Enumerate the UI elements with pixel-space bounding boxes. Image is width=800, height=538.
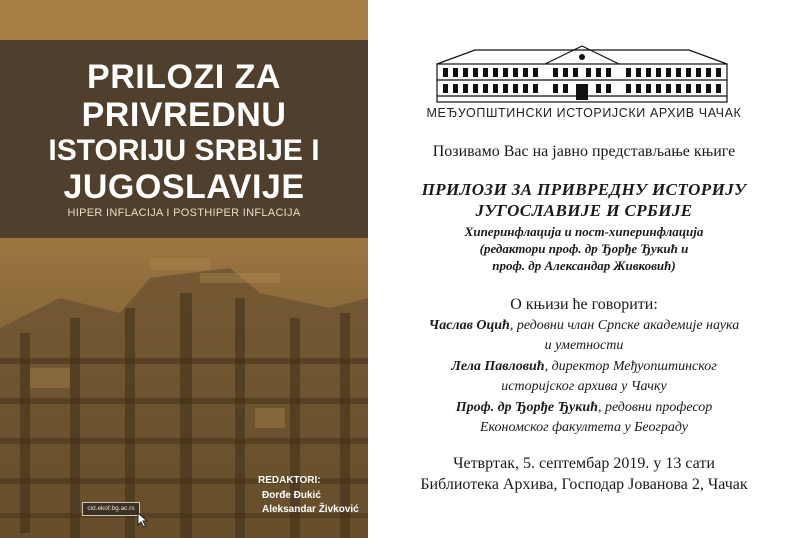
speaker-2-line-1 xyxy=(368,359,800,375)
cover-title-line-1: PRILOZI ZA xyxy=(87,58,281,96)
cover-title-line-3: ISTORIJU SRBIJE I xyxy=(48,134,320,167)
cover-subtitle: HIPER INFLACIJA I POSTHIPER INFLACIJA xyxy=(67,207,301,219)
speaker-1-line-2: и уметности xyxy=(544,338,624,353)
cover-editors-label: REDAKTORI: xyxy=(258,475,321,486)
archive-name: МЕЂУОПШТИНСКИ ИСТОРИЈСКИ АРХИВ ЧАЧАК xyxy=(426,106,742,120)
cover-title-line-2: PRIVREDNU xyxy=(81,96,287,134)
cover-editor-2: Aleksandar Živković xyxy=(262,504,359,515)
speaker-2-name: Лела Павловић xyxy=(451,359,545,374)
event-place: Библиотека Архива, Господар Јованова 2, Чачак xyxy=(420,476,748,493)
book-title-line-2: ЈУГОСЛАВИЈЕ И СРБИЈЕ xyxy=(475,201,693,220)
book-title-line-1: ПРИЛОЗИ ЗА ПРИВРЕДНУ ИСТОРИЈУ xyxy=(421,180,747,199)
book-editors-line-2: проф. др Александар Живковић) xyxy=(492,258,676,273)
cover-url-link[interactable]: cid.ekof.bg.ac.rs xyxy=(82,502,140,516)
speaker-1-role: , редовни члан Српске академије наука xyxy=(509,318,740,333)
speaker-3-name: Проф. др Ђорђе Ђукић xyxy=(455,400,598,415)
cover-top-strip xyxy=(0,0,368,40)
book-cover xyxy=(0,0,368,538)
speaker-2-line-2: историјског архива у Чачку xyxy=(501,379,667,394)
book-subtitle: Хиперинфлација и пост-хиперинфлација xyxy=(464,224,704,239)
invitation-panel xyxy=(368,0,800,538)
speaker-1-name: Часлав Оцић xyxy=(428,318,510,333)
cover-editor-1: Đorđe Đukić xyxy=(262,490,321,501)
mouse-cursor-icon xyxy=(137,512,149,528)
speakers-intro: О књизи ће говорити: xyxy=(510,296,658,313)
cover-title-line-4: JUGOSLAVIJE xyxy=(63,168,305,206)
archive-building-logo xyxy=(435,44,729,104)
book-editors-line-1: (редактори проф. др Ђорђе Ђукић и xyxy=(479,241,689,256)
speaker-2-role: , директор Међуопштинског xyxy=(544,359,717,374)
invite-line: Позивамо Вас на јавно представљање књиге xyxy=(432,143,736,160)
event-date: Четвртак, 5. септембар 2019. у 13 сати xyxy=(453,455,715,472)
speaker-3-line-1 xyxy=(368,400,800,416)
speaker-3-line-2: Економског факултета у Београду xyxy=(479,420,689,435)
speaker-1-line-1 xyxy=(368,318,800,334)
speaker-3-role: , редовни професор xyxy=(597,400,713,415)
